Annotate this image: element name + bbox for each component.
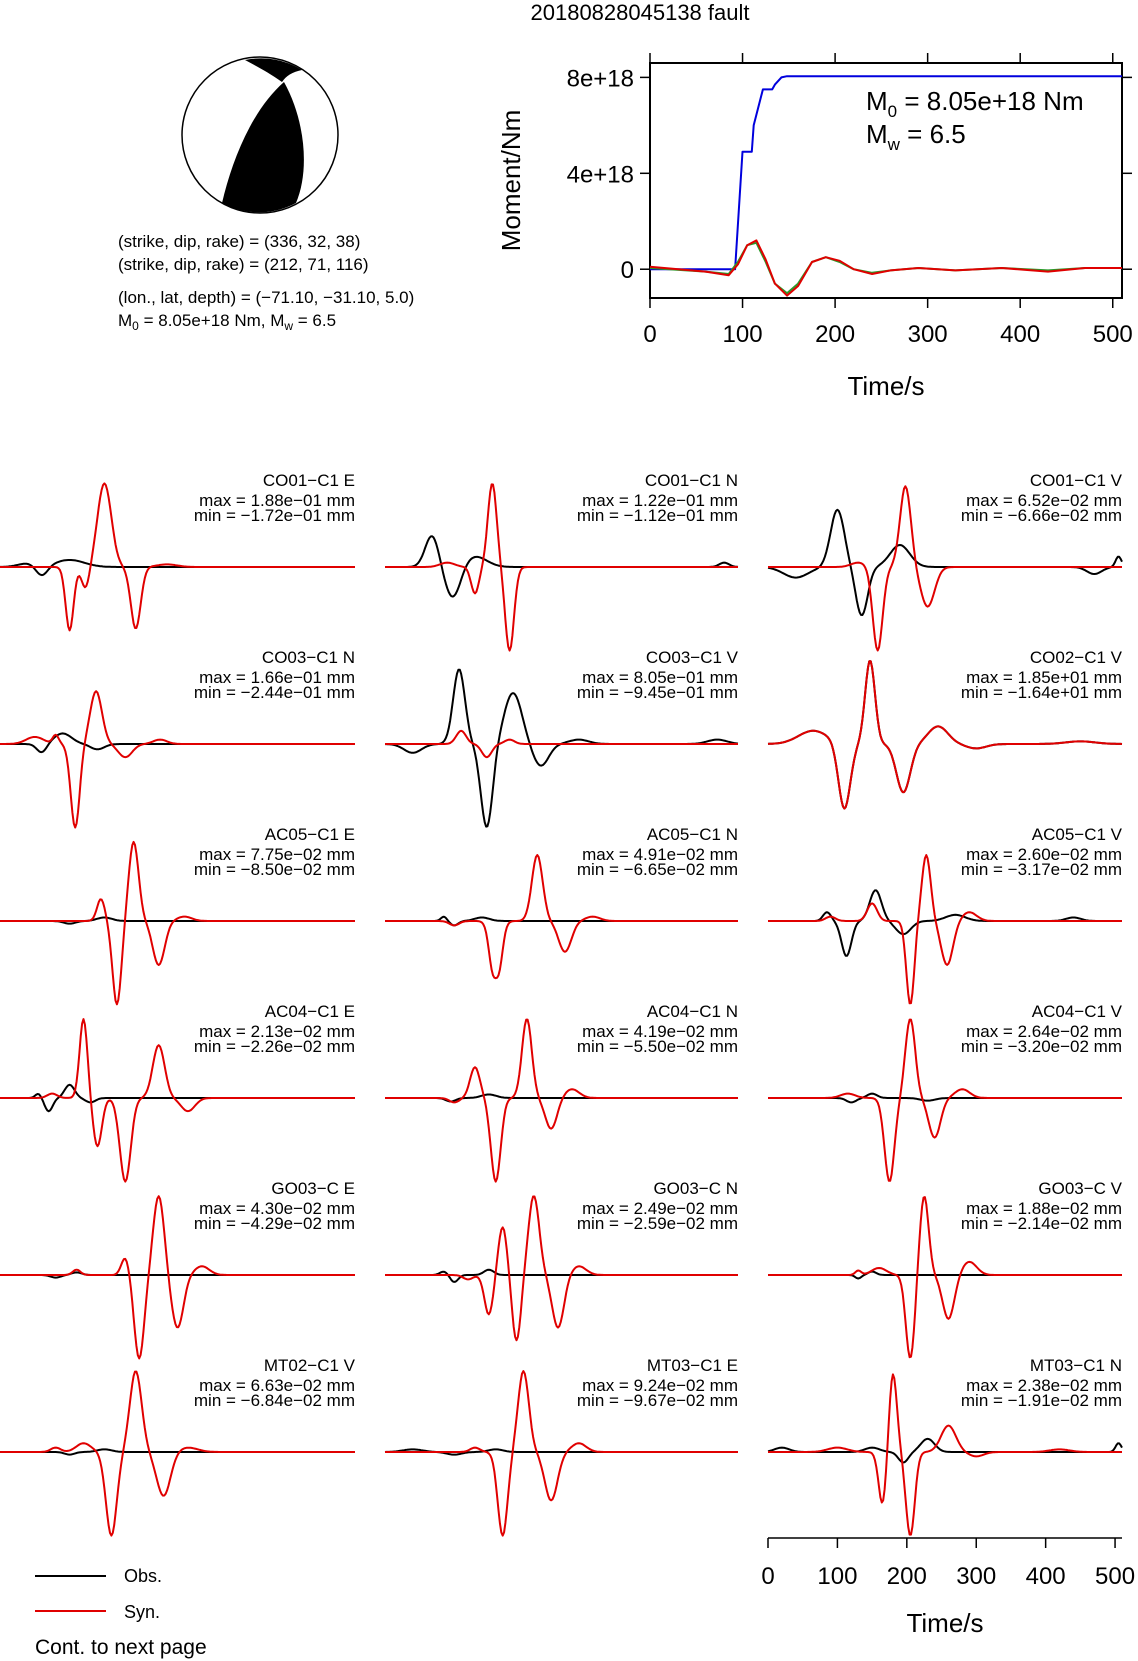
trace-max-label: max = 2.64e−02 mm (966, 1022, 1122, 1041)
trace-station-label: CO03−C1 V (645, 648, 738, 667)
trace-min-label: min = −6.65e−02 mm (576, 860, 738, 879)
trace-station-label: MT02−C1 V (263, 1356, 355, 1375)
trace-min-label: min = −9.67e−02 mm (576, 1391, 738, 1410)
trace-station-label: CO01−C1 N (644, 471, 738, 490)
waveform-time-axis (761, 1538, 1135, 1638)
m0-value: = 8.05e+18 Nm (897, 86, 1084, 116)
figure-title: 20180828045138 fault (530, 0, 750, 25)
moment-x-axis-label: Time/s (847, 371, 925, 401)
trace-min-label: min = −2.59e−02 mm (576, 1214, 738, 1233)
trace-max-label: max = 2.49e−02 mm (582, 1199, 738, 1218)
trace-max-label: max = 6.52e−02 mm (966, 491, 1122, 510)
trace-min-label: min = −6.84e−02 mm (193, 1391, 355, 1410)
m0-letter: M (866, 86, 888, 116)
trace-min-label: min = −3.20e−02 mm (960, 1037, 1122, 1056)
time-axis-label: Time/s (906, 1608, 984, 1638)
moment-x-tick-label: 100 (722, 321, 763, 348)
synthetic-trace (0, 691, 355, 827)
trace-min-label: min = −1.64e+01 mm (960, 683, 1122, 702)
trace-min-label: min = −1.72e−01 mm (193, 506, 355, 525)
trace-station-label: AC05−C1 N (646, 825, 738, 844)
trace-panel (0, 825, 355, 1004)
trace-station-label: AC05−C1 V (1031, 825, 1122, 844)
moment-annotation-m0 (866, 86, 1084, 121)
trace-min-label: min = −5.50e−02 mm (576, 1037, 738, 1056)
moment-y-tick-label: 8e+18 (566, 65, 634, 93)
time-axis-tick-label: 400 (1025, 1563, 1066, 1590)
time-axis-tick-label: 0 (761, 1563, 775, 1590)
mw-sub: w (887, 135, 900, 154)
moment-x-tick-label: 200 (815, 321, 856, 348)
moment-y-tick-label: 0 (620, 257, 634, 285)
trace-panel (0, 648, 355, 828)
trace-panel (385, 1002, 738, 1182)
trace-max-label: max = 1.85e+01 mm (966, 668, 1122, 687)
trace-station-label: GO03−C N (653, 1179, 738, 1198)
trace-panel (385, 1179, 738, 1340)
trace-panel (385, 825, 738, 978)
trace-max-label: max = 1.88e−01 mm (199, 491, 355, 510)
time-axis-tick-label: 100 (817, 1563, 858, 1590)
legend (35, 1566, 162, 1622)
trace-station-label: CO02−C1 V (1029, 648, 1122, 667)
continuation-note: Cont. to next page (35, 1636, 207, 1659)
trace-max-label: max = 9.24e−02 mm (582, 1376, 738, 1395)
moment-x-tick-label: 400 (1000, 321, 1041, 348)
trace-max-label: max = 4.30e−02 mm (199, 1199, 355, 1218)
waveform-grid (0, 471, 1123, 1536)
trace-station-label: MT03−C1 E (646, 1356, 738, 1375)
trace-panel (0, 1179, 355, 1358)
synthetic-trace (385, 731, 738, 757)
moment-summary-mid: = 8.05e+18 Nm, M (138, 311, 285, 330)
trace-station-label: AC04−C1 E (264, 1002, 355, 1021)
trace-min-label: min = −8.50e−02 mm (193, 860, 355, 879)
trace-panel (768, 471, 1123, 651)
legend-synthetic-label: Syn. (124, 1602, 161, 1622)
trace-max-label: max = 1.22e−01 mm (582, 491, 738, 510)
trace-min-label: min = −1.91e−02 mm (960, 1391, 1122, 1410)
nodal-plane-1: (strike, dip, rake) = (336, 32, 38) (118, 232, 361, 251)
moment-x-tick-label: 0 (643, 321, 657, 348)
trace-panel (385, 471, 738, 651)
trace-panel (385, 1356, 738, 1536)
trace-max-label: max = 2.38e−02 mm (966, 1376, 1122, 1395)
trace-max-label: max = 4.91e−02 mm (582, 845, 738, 864)
trace-max-label: max = 2.13e−02 mm (199, 1022, 355, 1041)
trace-max-label: max = 4.19e−02 mm (582, 1022, 738, 1041)
trace-station-label: GO03−C V (1038, 1179, 1122, 1198)
trace-panel (0, 1356, 356, 1536)
beachball (182, 57, 338, 213)
trace-station-label: CO01−C1 E (262, 471, 355, 490)
observed-trace (768, 890, 1122, 955)
trace-station-label: MT03−C1 N (1029, 1356, 1122, 1375)
trace-panel (768, 1179, 1123, 1357)
moment-y-axis-label: Moment/Nm (496, 109, 526, 252)
trace-station-label: CO01−C1 V (1029, 471, 1122, 490)
trace-max-label: max = 1.88e−02 mm (966, 1199, 1122, 1218)
nodal-plane-2: (strike, dip, rake) = (212, 71, 116) (118, 255, 369, 274)
observed-trace (768, 510, 1122, 615)
moment-summary-sub0: 0 (132, 319, 139, 333)
moment-y-tick-label: 4e+18 (566, 161, 634, 189)
trace-min-label: min = −9.45e−01 mm (576, 683, 738, 702)
moment-summary-subw: w (284, 319, 294, 333)
trace-max-label: max = 7.75e−02 mm (199, 845, 355, 864)
trace-station-label: AC05−C1 E (264, 825, 355, 844)
trace-min-label: min = −3.17e−02 mm (960, 860, 1122, 879)
trace-max-label: max = 8.05e−01 mm (582, 668, 738, 687)
trace-max-label: max = 6.63e−02 mm (199, 1376, 355, 1395)
moment-summary-m: M (118, 311, 133, 330)
trace-max-label: max = 2.60e−02 mm (966, 845, 1122, 864)
moment-annotation (866, 86, 1084, 154)
trace-panel (385, 648, 739, 827)
trace-min-label: min = −6.66e−02 mm (960, 506, 1122, 525)
moment-x-tick-label: 500 (1092, 321, 1133, 348)
trace-panel (768, 1356, 1122, 1535)
time-axis-tick-label: 200 (886, 1563, 927, 1590)
hypocenter-location: (lon., lat, depth) = (−71.10, −31.10, 5.0) (118, 288, 415, 307)
m0-sub: 0 (887, 102, 898, 121)
moment-rate-line (650, 240, 1122, 295)
moment-summary-mw: = 6.5 (293, 311, 337, 330)
trace-station-label: GO03−C E (271, 1179, 355, 1198)
legend-observed-label: Obs. (124, 1566, 163, 1586)
trace-panel (0, 471, 355, 630)
trace-min-label: min = −2.44e−01 mm (193, 683, 355, 702)
trace-station-label: CO03−C1 N (261, 648, 355, 667)
mw-value: = 6.5 (899, 119, 966, 149)
trace-min-label: min = −1.12e−01 mm (576, 506, 738, 525)
mechanism-info (118, 232, 414, 333)
time-axis-tick-label: 300 (956, 1563, 997, 1590)
trace-station-label: AC04−C1 V (1031, 1002, 1122, 1021)
moment-annotation-mw (866, 119, 966, 154)
moment-summary (118, 311, 336, 333)
trace-min-label: min = −4.29e−02 mm (193, 1214, 355, 1233)
trace-panel (0, 1002, 355, 1182)
mw-letter: M (866, 119, 888, 149)
trace-max-label: max = 1.66e−01 mm (199, 668, 355, 687)
trace-min-label: min = −2.14e−02 mm (960, 1214, 1122, 1233)
moment-rate-line (650, 243, 1122, 293)
trace-panel (768, 1002, 1123, 1181)
moment-x-tick-label: 300 (907, 321, 948, 348)
trace-min-label: min = −2.26e−02 mm (193, 1037, 355, 1056)
trace-station-label: AC04−C1 N (646, 1002, 738, 1021)
trace-panel (768, 648, 1123, 809)
trace-panel (768, 825, 1123, 1003)
time-axis-tick-label: 500 (1095, 1563, 1136, 1590)
